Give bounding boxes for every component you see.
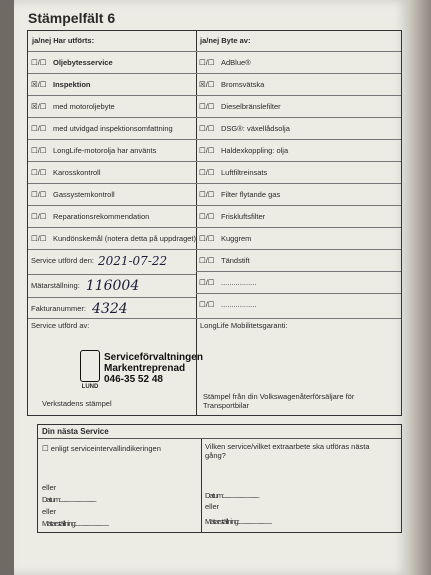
- right-item-row: [196, 205, 401, 227]
- invoice-label: Fakturanummer:: [31, 304, 87, 313]
- checkbox-pair[interactable]: ☐/☐: [31, 124, 47, 133]
- item-label: Tändstift: [221, 256, 250, 265]
- left-item-row: [28, 227, 196, 249]
- item-label: Inspektion: [53, 80, 91, 89]
- right-item-row: [196, 51, 401, 73]
- left-item-row: [28, 183, 196, 205]
- service-date-label: Service utförd den:: [31, 256, 94, 265]
- next-service-box: [37, 424, 402, 533]
- item-label: Kuggrem: [221, 234, 252, 243]
- item-label: Reparationsrekommendation: [53, 212, 150, 221]
- right-item-row: [196, 183, 401, 205]
- left-item-row: [28, 95, 196, 117]
- item-label: Gassystemkontroll: [53, 190, 115, 199]
- right-item-row: [196, 161, 401, 183]
- right-item-row: [196, 293, 401, 315]
- left-item-row: [28, 117, 196, 139]
- right-item-row: [196, 95, 401, 117]
- checkbox-pair[interactable]: ☐/☐: [199, 124, 215, 133]
- checkbox-pair[interactable]: ☐/☐: [199, 58, 215, 67]
- invoice-row: [28, 297, 196, 319]
- checkbox-pair[interactable]: ☐/☐: [199, 212, 215, 221]
- item-label: med utvidgad inspektionsomfattning: [53, 124, 173, 133]
- service-date-row: [28, 249, 196, 271]
- item-label: Karosskontroll: [53, 168, 101, 177]
- checkbox-pair[interactable]: ☐/☐: [199, 190, 215, 199]
- right-item-row: [196, 249, 401, 271]
- checkbox-pair[interactable]: ☒/☐: [31, 80, 47, 89]
- right-item-row: [196, 73, 401, 95]
- left-column-header: ja/nej Har utförts:: [32, 36, 95, 45]
- left-item-row: [28, 51, 196, 73]
- checkbox-pair[interactable]: ☐/☐: [31, 58, 47, 67]
- next-divider: [201, 439, 202, 532]
- next-right-question: Vilken service/vilket extraarbete ska utföras nästa gång?: [205, 442, 370, 460]
- invoice-value: 4324: [92, 300, 128, 317]
- service-by-label: Service utförd av:: [31, 321, 90, 330]
- checkbox-pair[interactable]: ☐/☐: [31, 168, 47, 177]
- page-title: Stämpelfält 6: [28, 10, 116, 26]
- checkbox-pair[interactable]: ☐/☐: [199, 234, 215, 243]
- item-label: Haldexkoppling: olja: [221, 146, 289, 155]
- item-label: .................: [221, 300, 257, 309]
- checkbox-pair[interactable]: ☐/☐: [199, 102, 215, 111]
- next-left-date[interactable]: Datum:.................................: [42, 495, 96, 504]
- item-label: Filter flytande gas: [221, 190, 281, 199]
- checkbox-pair[interactable]: ☒/☐: [199, 80, 215, 89]
- item-label: .................: [221, 278, 257, 287]
- longlife-label: LongLife Mobilitetsgaranti:: [200, 321, 288, 330]
- left-item-row: [28, 161, 196, 183]
- checkbox-pair[interactable]: ☐/☐: [199, 168, 215, 177]
- checkbox-pair[interactable]: ☐/☐: [199, 278, 215, 287]
- checkbox-pair[interactable]: ☐/☐: [31, 146, 47, 155]
- workshop-stamp: [104, 352, 203, 385]
- right-item-row: [196, 117, 401, 139]
- checkbox-pair[interactable]: ☐/☐: [199, 300, 215, 309]
- next-service-title: Din nästa Service: [38, 425, 401, 439]
- vw-stamp-label: Stämpel från din Volkswagenåterförsäljare för Transportbilar: [203, 392, 355, 410]
- checkbox-pair[interactable]: ☐/☐: [31, 212, 47, 221]
- right-item-row: [196, 227, 401, 249]
- right-column-header: ja/nej Byte av:: [200, 36, 251, 45]
- eller-3: eller: [205, 502, 220, 511]
- item-label: Bromsvätska: [221, 80, 265, 89]
- service-date-value: 2021-07-22: [97, 253, 168, 268]
- next-right-odometer[interactable]: Mätarställning:..............................: [205, 517, 272, 526]
- next-left-option[interactable]: ☐ enligt serviceintervallindikeringen: [42, 444, 161, 453]
- item-label: AdBlue®: [221, 58, 251, 67]
- right-item-row: [196, 271, 401, 293]
- stamp-line-1: Serviceförvaltningen: [104, 352, 203, 363]
- item-label: Luftfiltreinsats: [221, 168, 268, 177]
- stamp-line-3: 046-35 52 48: [104, 374, 163, 385]
- odometer-value: 116004: [85, 277, 140, 294]
- item-label: LongLife-motorolja har använts: [53, 146, 157, 155]
- checkbox-pair[interactable]: ☐/☐: [199, 256, 215, 265]
- next-left-odometer[interactable]: Mätarställning:..............................: [42, 519, 109, 528]
- workshop-stamp-label: Verkstadens stämpel: [42, 399, 112, 408]
- page-edge: [409, 0, 431, 575]
- municipal-crest-icon: LUND: [80, 350, 100, 382]
- stamp-line-2: Markentreprenad: [104, 363, 186, 374]
- odometer-label: Mätarställning:: [31, 281, 80, 290]
- item-label: Dieselbränslefilter: [221, 102, 281, 111]
- item-label: DSG®: växellådsolja: [221, 124, 290, 133]
- item-label: Friskluftsfilter: [221, 212, 266, 221]
- left-item-row: [28, 205, 196, 227]
- item-label: Oljebytesservice: [53, 58, 113, 67]
- item-label: Kundönskemål (notera detta på uppdraget): [53, 234, 197, 243]
- eller-2: eller: [42, 507, 57, 516]
- next-right-date[interactable]: Datum:.................................: [205, 491, 259, 500]
- checkbox-pair[interactable]: ☒/☐: [31, 102, 47, 111]
- item-label: med motoroljebyte: [53, 102, 115, 111]
- eller-1: eller: [42, 483, 57, 492]
- checkbox-pair[interactable]: ☐/☐: [199, 146, 215, 155]
- left-item-row: [28, 139, 196, 161]
- checkbox-pair[interactable]: ☐/☐: [31, 190, 47, 199]
- odometer-row: [28, 274, 196, 296]
- checkbox-pair[interactable]: ☐/☐: [31, 234, 47, 243]
- left-item-row: [28, 73, 196, 95]
- right-item-row: [196, 139, 401, 161]
